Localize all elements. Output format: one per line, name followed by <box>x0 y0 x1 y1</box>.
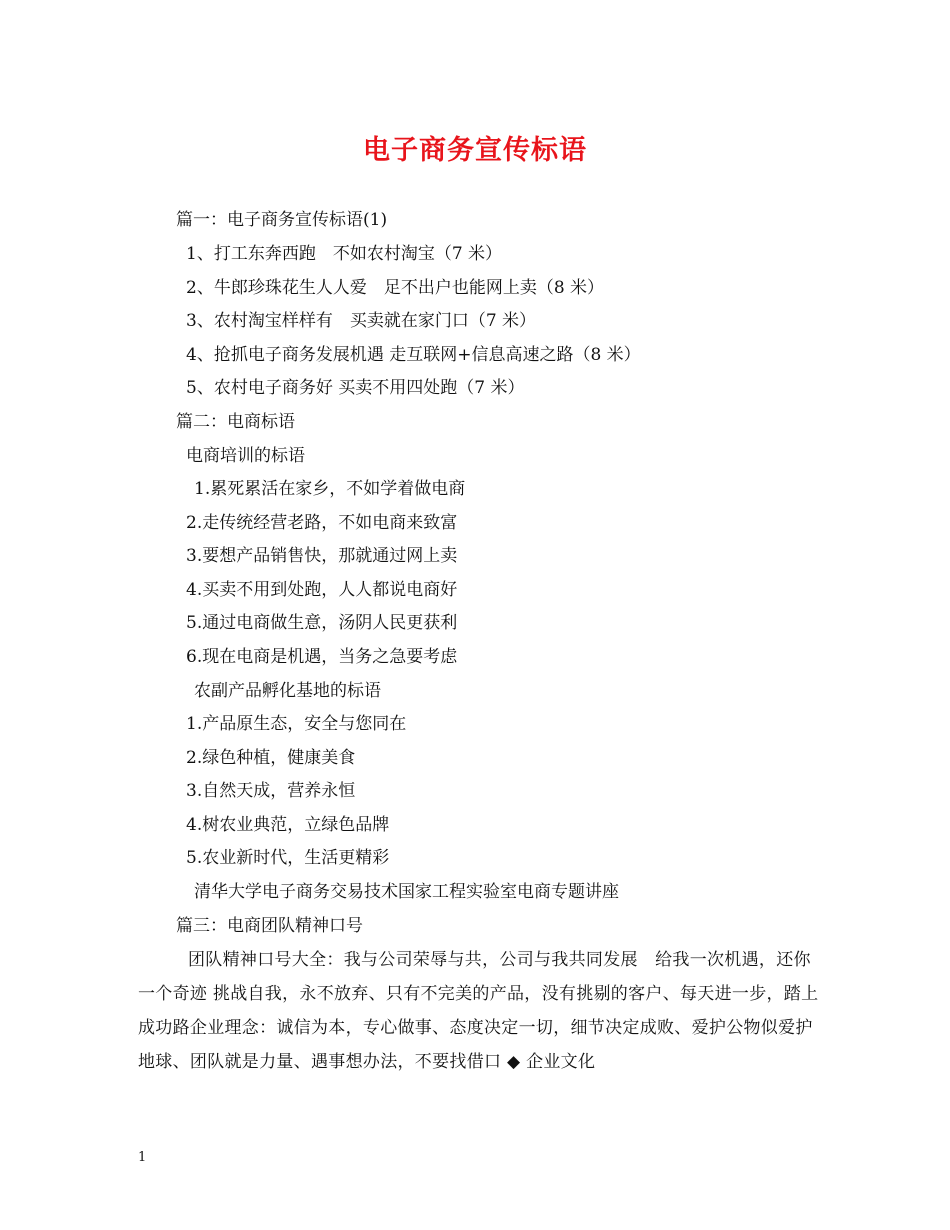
section1-item: 1、打工东奔西跑 不如农村淘宝（7 米） <box>186 244 503 264</box>
section2-group1-item: 1.累死累活在家乡，不如学着做电商 <box>194 479 466 499</box>
section2-group2-item: 1.产品原生态，安全与您同在 <box>186 714 407 734</box>
section2-group1-heading: 电商培训的标语 <box>186 446 305 466</box>
section1-item: 4、抢抓电子商务发展机遇 走互联网+信息高速之路（8 米） <box>186 345 641 365</box>
section2-footer-line: 清华大学电子商务交易技术国家工程实验室电商专题讲座 <box>194 882 619 902</box>
section3-paragraph: 团队精神口号大全：我与公司荣辱与共，公司与我共同发展 给我一次机遇，还你一个奇迹 挑战自我，永不放弃、只有不完美的产品，没有挑剔的客户、每天进一步，踏上成功路企业理念：诚信为本，专心做事、态度决定一切，细节决定成败、爱护公物似爱护地球、团队就是力量、遇事想办法，不要找借口 ◆ 企业文化 <box>138 950 819 1072</box>
section2-group2-item: 2.绿色种植，健康美食 <box>186 748 356 768</box>
section1-heading: 篇一：电子商务宣传标语(1) <box>176 210 388 230</box>
section3-heading: 篇三：电商团队精神口号 <box>176 916 363 936</box>
document-title: 电子商务宣传标语 <box>363 135 587 166</box>
section2-group2-item: 4.树农业典范，立绿色品牌 <box>186 815 390 835</box>
page-number: 1 <box>138 1150 147 1165</box>
section2-group1-item: 4.买卖不用到处跑，人人都说电商好 <box>186 580 458 600</box>
section2-group2-heading: 农副产品孵化基地的标语 <box>194 681 381 701</box>
section2-group1-item: 6.现在电商是机遇，当务之急要考虑 <box>186 647 458 667</box>
section2-group1-item: 3.要想产品销售快，那就通过网上卖 <box>186 546 458 566</box>
section1-item: 5、农村电子商务好 买卖不用四处跑（7 米） <box>186 378 525 398</box>
section2-group1-item: 2.走传统经营老路，不如电商来致富 <box>186 513 458 533</box>
section1-item: 3、农村淘宝样样有 买卖就在家门口（7 米） <box>186 311 537 331</box>
section1-item: 2、牛郎珍珠花生人人爱 足不出户也能网上卖（8 米） <box>186 278 605 298</box>
section2-group2-item: 3.自然天成，营养永恒 <box>186 781 356 801</box>
section2-heading: 篇二：电商标语 <box>176 412 295 432</box>
section2-group1-item: 5.通过电商做生意，汤阴人民更获利 <box>186 613 458 633</box>
section2-group2-item: 5.农业新时代，生活更精彩 <box>186 848 390 868</box>
